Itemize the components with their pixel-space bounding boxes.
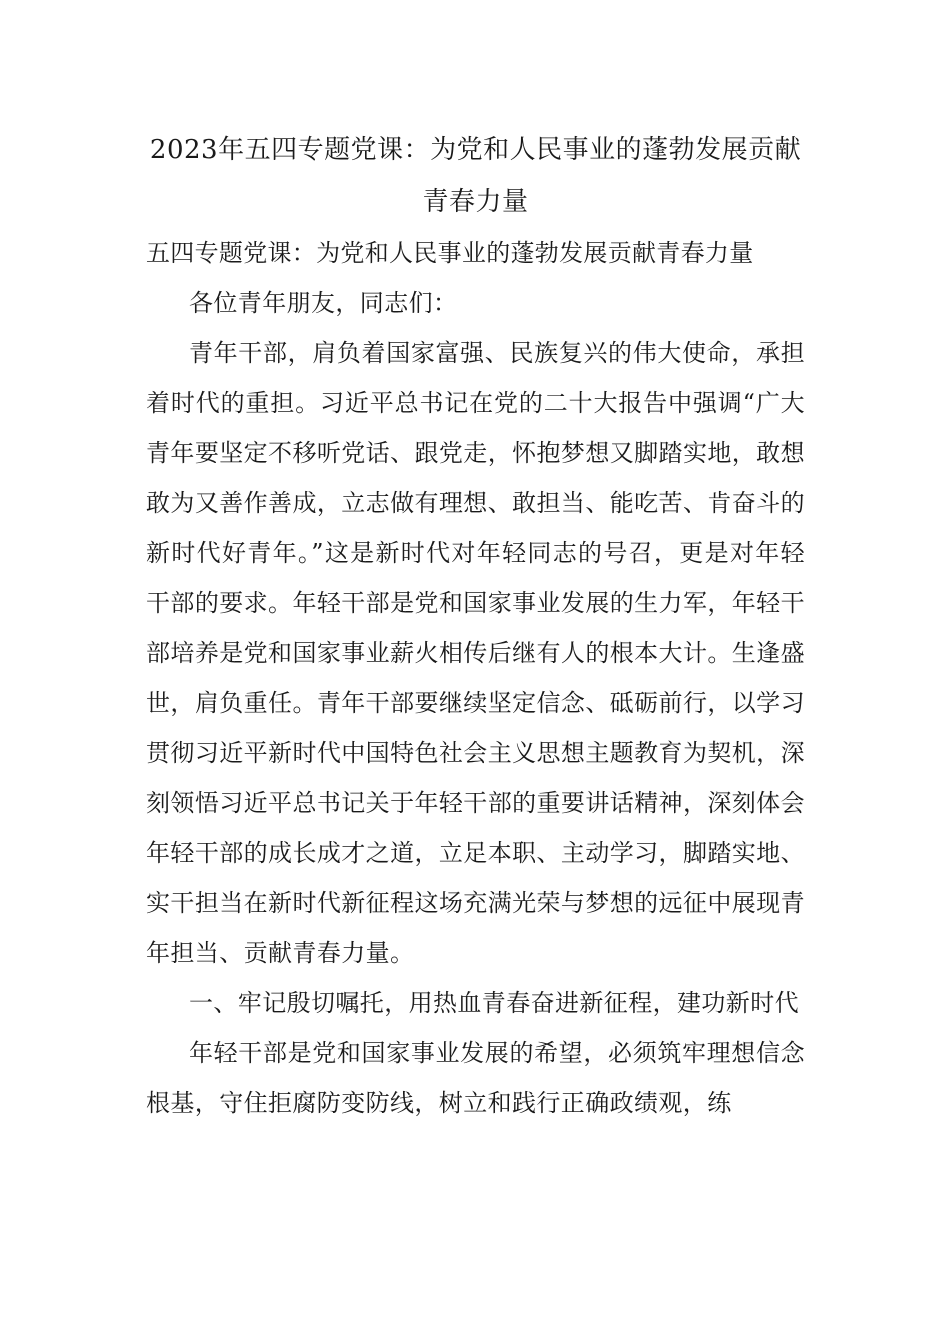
paragraph-section-1: 年轻干部是党和国家事业发展的希望，必须筑牢理想信念根基，守住拒腐防变防线，树立和践行正确政绩观，练 [146, 1039, 805, 1117]
paragraph-greeting: 各位青年朋友，同志们： [189, 289, 458, 317]
document-title: 2023年五四专题党课：为党和人民事业的蓬勃发展贡献青春力量 [149, 135, 802, 217]
paragraph-intro: 青年干部，肩负着国家富强、民族复兴的伟大使命，承担着时代的重担。习近平总书记在党的二十大报告中强调“广大青年要坚定不移听党话、跟党走，怀抱梦想又脚踏实地，敢想敢为又善作善成，立志做有理想、敢担当、能吃苦、肯奋斗的新时代好青年。”这是新时代对年轻同志的号召，更是对年轻干部的要求。年轻干部是党和国家事业发展的生力军，年轻干部培养是党和国家事业薪火相传后继有人的根本大计。生逢盛世，肩负重任。青年干部要继续坚定信念、砥砺前行，以学习贯彻习近平新时代中国特色社会主义思想主题教育为契机，深刻领悟习近平总书记关于年轻干部的重要讲话精神，深刻体会年轻干部的成长成才之道，立足本职、主动学习，脚踏实地、实干担当在新时代新征程这场充满光荣与梦想的远征中展现青年担当、贡献青春力量。 [146, 339, 805, 967]
document-subtitle: 五四专题党课：为党和人民事业的蓬勃发展贡献青春力量 [146, 239, 754, 267]
section-heading-1: 一、牢记殷切嘱托，用热血青春奋进新征程，建功新时代 [189, 989, 799, 1017]
